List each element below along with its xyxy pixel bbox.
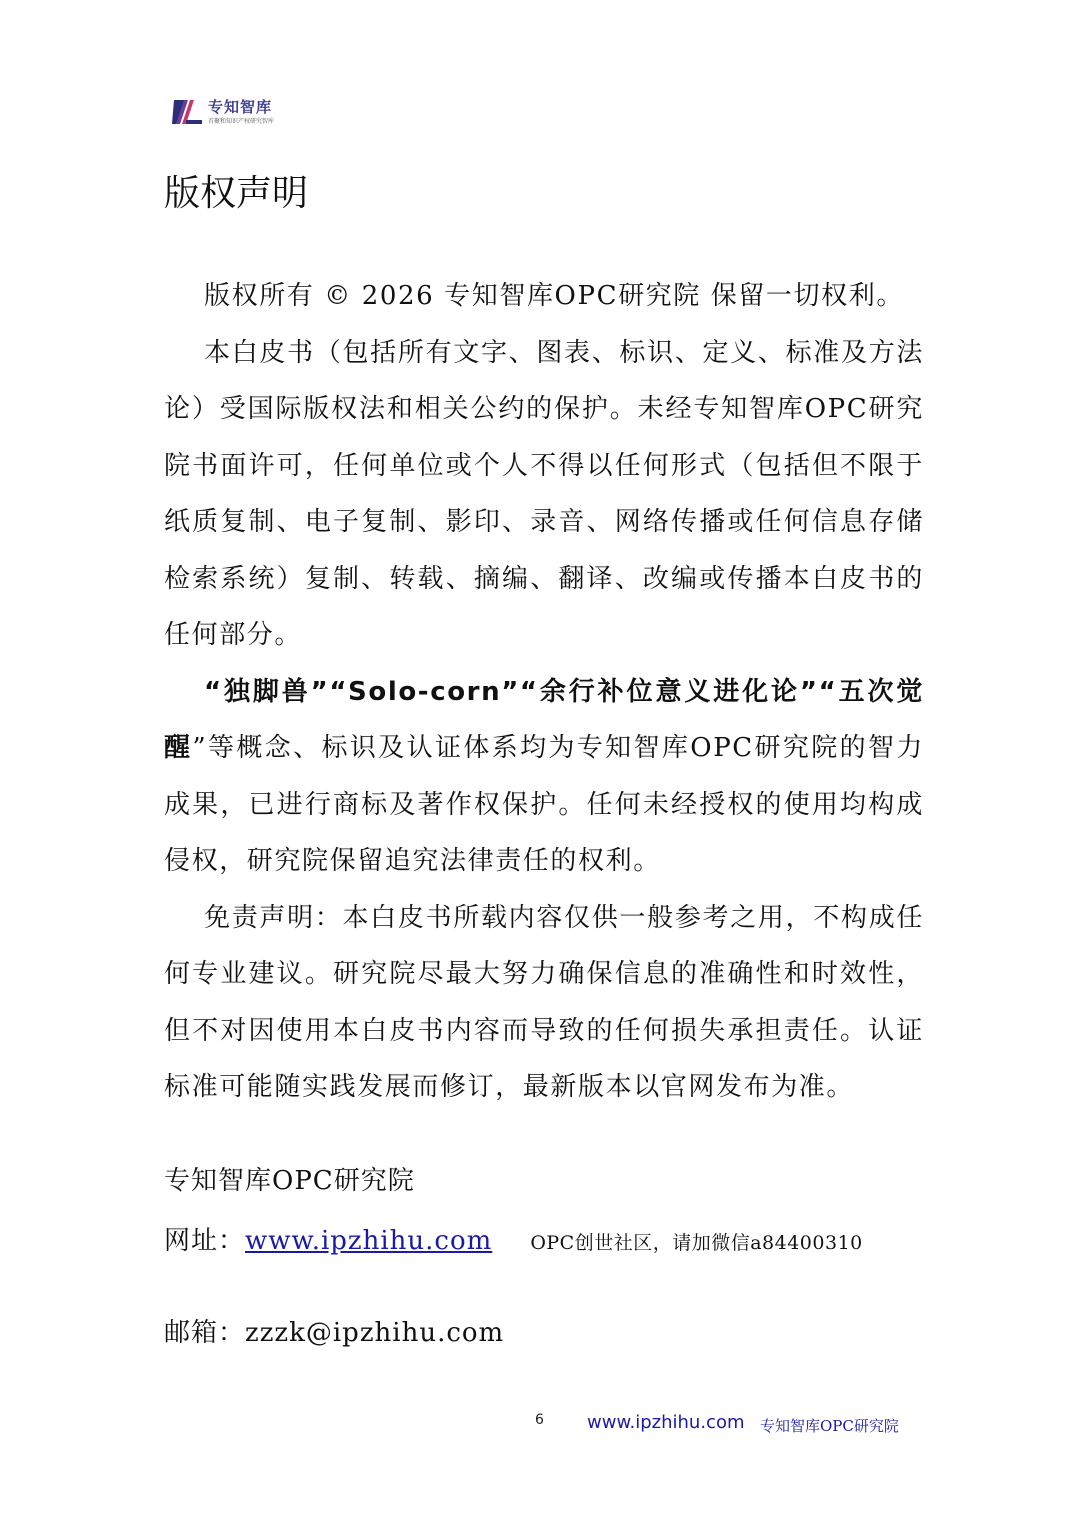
copyright-paragraph: 版权所有 © 2026 专知智库OPC研究院 保留一切权利。 [204,281,904,311]
org-name: 专知智库OPC研究院 [164,1166,415,1196]
footer-site-link[interactable]: www.ipzhihu.com [587,1412,745,1433]
disclaimer-paragraph: 免责声明：本白皮书所载内容仅供一般参考之用，不构成任何专业建议。研究院尽最大努力确保信息的准确性和时效性，但不对因使用本白皮书内容而导致的任何损失承担责任。认证标准可能随实践发展而修订，最新版本以官网发布为准。 [164,902,924,1102]
website-link[interactable]: www.ipzhihu.com [245,1226,493,1256]
document-body [164,268,924,1116]
trademark-paragraph [164,664,924,890]
page-title: 版权声明 [164,173,309,214]
email-line [164,1312,504,1349]
header-logo [172,98,274,130]
website-line [164,1220,863,1257]
trademark-text: ”等概念、标识及认证体系均为专知智库OPC研究院的智力成果，已进行商标及著作权保护。任何未经授权的使用均构成侵权，研究院保留追究法律责任的权利。 [164,733,924,876]
website-label: 网址： [164,1226,246,1256]
logo-title: 专知智库 [208,98,273,116]
footer-org: 专知智库OPC研究院 [760,1417,899,1435]
email-address[interactable]: zzzk@ipzhihu.com [245,1318,505,1348]
page-number: 6 [535,1412,544,1428]
email-label: 邮箱： [164,1318,246,1348]
logo-subtitle: 首聚和知识产权研究智库 [208,118,275,125]
zl-logo-icon [172,98,204,126]
protection-paragraph: 本白皮书（包括所有文字、图表、标识、定义、标准及方法论）受国际版权法和相关公约的保护。未经专知智库OPC研究院书面许可，任何单位或个人不得以任何形式（包括但不限于纸质复制、电子复制、影印、录音、网络传播或任何信息存储检索系统）复制、转载、摘编、翻译、改编或传播本白皮书的任何部分。 [164,337,924,650]
community-info: OPC创世社区，请加微信a84400310 [530,1232,863,1254]
trademark-terms: “独脚兽”“Solo-corn”“余行补位意义进化论”“五次觉醒 [164,676,924,763]
